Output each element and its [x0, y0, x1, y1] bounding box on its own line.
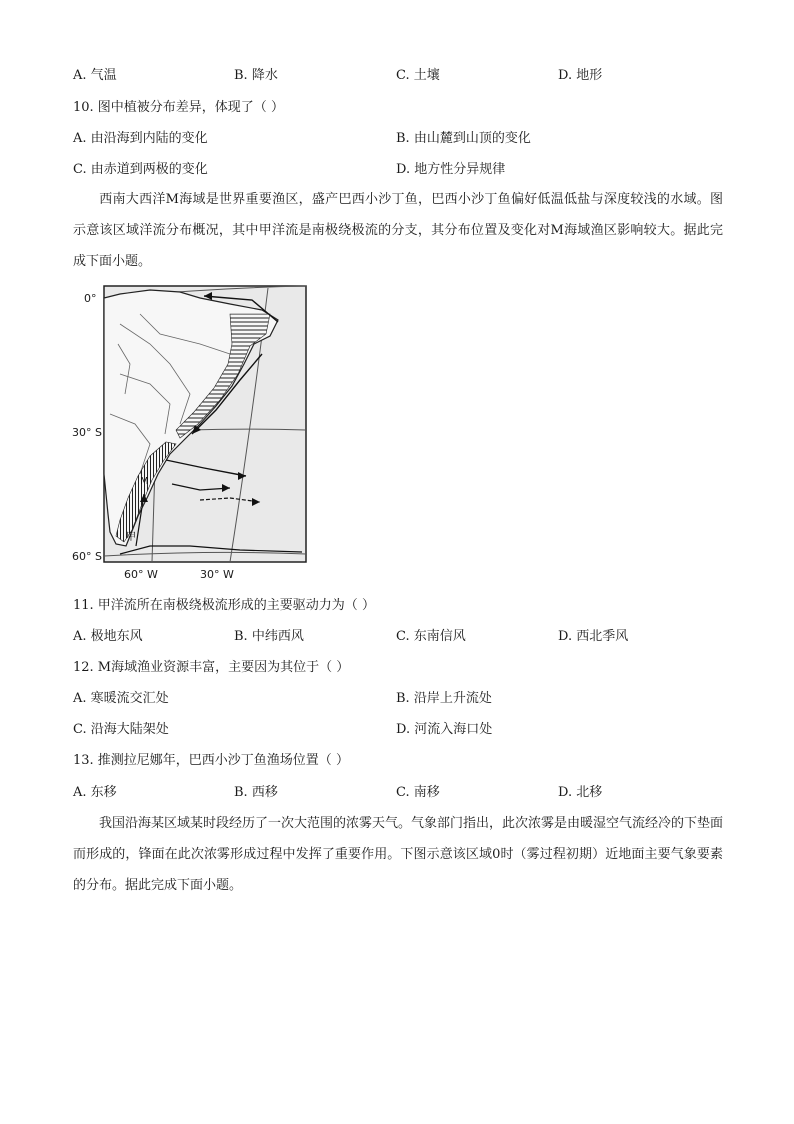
map-label-jia: 甲 — [126, 532, 136, 543]
q11-stem: 11. 甲洋流所在南极绕极流形成的主要驱动力为（ ） — [73, 598, 375, 613]
lat-label-60s: 60° S — [72, 550, 102, 563]
q12-option-c: C. 沿海大陆架处 — [73, 722, 169, 737]
intro-paragraph-2 — [73, 808, 723, 901]
map-figure — [80, 284, 310, 584]
ocean-current-map — [72, 284, 310, 584]
q13-option-c: C. 南移 — [396, 785, 440, 800]
q13-option-d: D. 北移 — [558, 785, 603, 800]
q11-option-c: C. 东南信风 — [396, 629, 466, 644]
q11-option-d: D. 西北季风 — [558, 629, 629, 644]
q10-option-c: C. 由赤道到两极的变化 — [73, 162, 208, 177]
lon-label-60w: 60° W — [124, 568, 158, 581]
q10-option-a: A. 由沿海到内陆的变化 — [73, 131, 208, 146]
intro-paragraph-2-text: 我国沿海某区域某时段经历了一次大范围的浓雾天气。气象部门指出，此次浓雾是由暖湿空气流经冷的下垫面而形成的，锋面在此次浓雾形成过程中发挥了重要作用。下图示意该区域0时（雾过程初期）近地面主要气象要素的分布。据此完成下面小题。 — [73, 816, 724, 893]
q13-option-b: B. 西移 — [234, 785, 278, 800]
q10-option-d: D. 地方性分异规律 — [396, 162, 506, 177]
q9-option-c: C. 土壤 — [396, 68, 440, 83]
q13-option-a: A. 东移 — [73, 785, 117, 800]
q9-option-a: A. 气温 — [73, 68, 117, 83]
intro-paragraph-1-text: 西南大西洋M海域是世界重要渔区，盛产巴西小沙丁鱼，巴西小沙丁鱼偏好低温低盐与深度较浅的水域。图示意该区域洋流分布概况，其中甲洋流是南极绕极流的分支，其分布位置及变化对M海域渔区影响较大。据此完成下面小题。 — [73, 192, 723, 269]
q12-stem: 12. M海域渔业资源丰富，主要因为其位于（ ） — [73, 660, 350, 675]
intro-paragraph-1 — [73, 184, 723, 277]
map-label-m: M — [140, 476, 149, 487]
q12-option-a: A. 寒暖流交汇处 — [73, 691, 169, 706]
q12-option-b: B. 沿岸上升流处 — [396, 691, 492, 706]
q9-option-d: D. 地形 — [558, 68, 603, 83]
q10-stem: 10. 图中植被分布差异，体现了（ ） — [73, 100, 284, 115]
q9-option-b: B. 降水 — [234, 68, 278, 83]
lat-label-0: 0° — [84, 292, 97, 305]
q10-option-b: B. 由山麓到山顶的变化 — [396, 131, 531, 146]
lat-label-30s: 30° S — [72, 426, 102, 439]
q13-stem: 13. 推测拉尼娜年，巴西小沙丁鱼渔场位置（ ） — [73, 753, 349, 768]
q12-option-d: D. 河流入海口处 — [396, 722, 493, 737]
lon-label-30w: 30° W — [200, 568, 234, 581]
q11-option-a: A. 极地东风 — [73, 629, 143, 644]
q11-option-b: B. 中纬西风 — [234, 629, 304, 644]
